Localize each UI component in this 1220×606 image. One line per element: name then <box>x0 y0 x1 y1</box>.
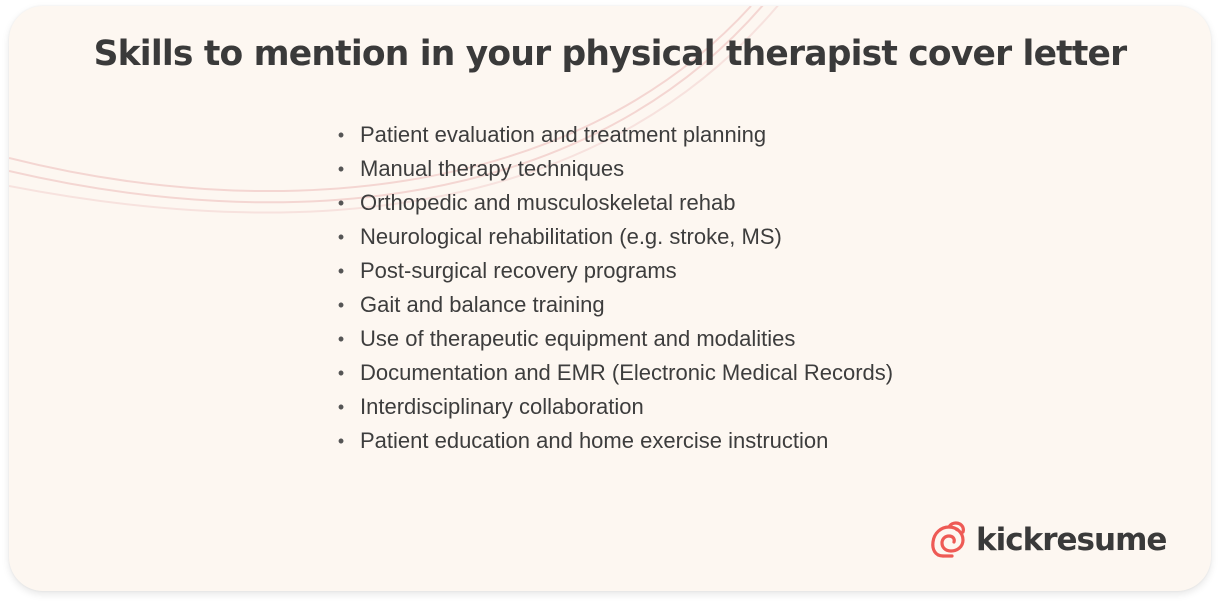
list-item <box>336 118 893 152</box>
skills-list <box>336 118 893 458</box>
bullet: • <box>337 431 345 451</box>
bullet: • <box>337 159 345 179</box>
skill-label: Manual therapy techniques <box>360 156 625 181</box>
skill-label: Gait and balance training <box>360 292 605 317</box>
bullet: • <box>337 295 345 315</box>
brand-logo <box>930 517 1166 563</box>
bullet: • <box>337 125 345 145</box>
bullet: • <box>337 329 345 349</box>
skill-label: Post-surgical recovery programs <box>360 258 677 283</box>
bullet: • <box>337 193 345 213</box>
skill-label: Patient evaluation and treatment planning <box>360 122 767 147</box>
skill-label: Orthopedic and musculoskeletal rehab <box>360 190 736 215</box>
bullet: • <box>337 261 345 281</box>
list-item <box>336 322 893 356</box>
page-title: Skills to mention in your physical therapist cover letter <box>93 34 1127 74</box>
chameleon-icon <box>930 520 968 560</box>
list-item <box>336 220 893 254</box>
list-item <box>336 356 893 390</box>
bullet: • <box>337 397 345 417</box>
skill-label: Neurological rehabilitation (e.g. stroke, MS) <box>360 224 782 249</box>
bullet: • <box>337 227 345 247</box>
brand-name: kickresume <box>976 522 1167 558</box>
list-item <box>336 152 893 186</box>
skill-label: Documentation and EMR (Electronic Medical Records) <box>360 360 894 385</box>
skill-label: Use of therapeutic equipment and modalities <box>360 326 796 351</box>
list-item <box>336 254 893 288</box>
list-item <box>336 186 893 220</box>
skill-label: Patient education and home exercise instruction <box>360 428 829 453</box>
skill-label: Interdisciplinary collaboration <box>360 394 644 419</box>
infographic-card <box>9 6 1211 591</box>
list-item <box>336 390 893 424</box>
bullet: • <box>337 363 345 383</box>
list-item <box>336 288 893 322</box>
list-item <box>336 424 893 458</box>
